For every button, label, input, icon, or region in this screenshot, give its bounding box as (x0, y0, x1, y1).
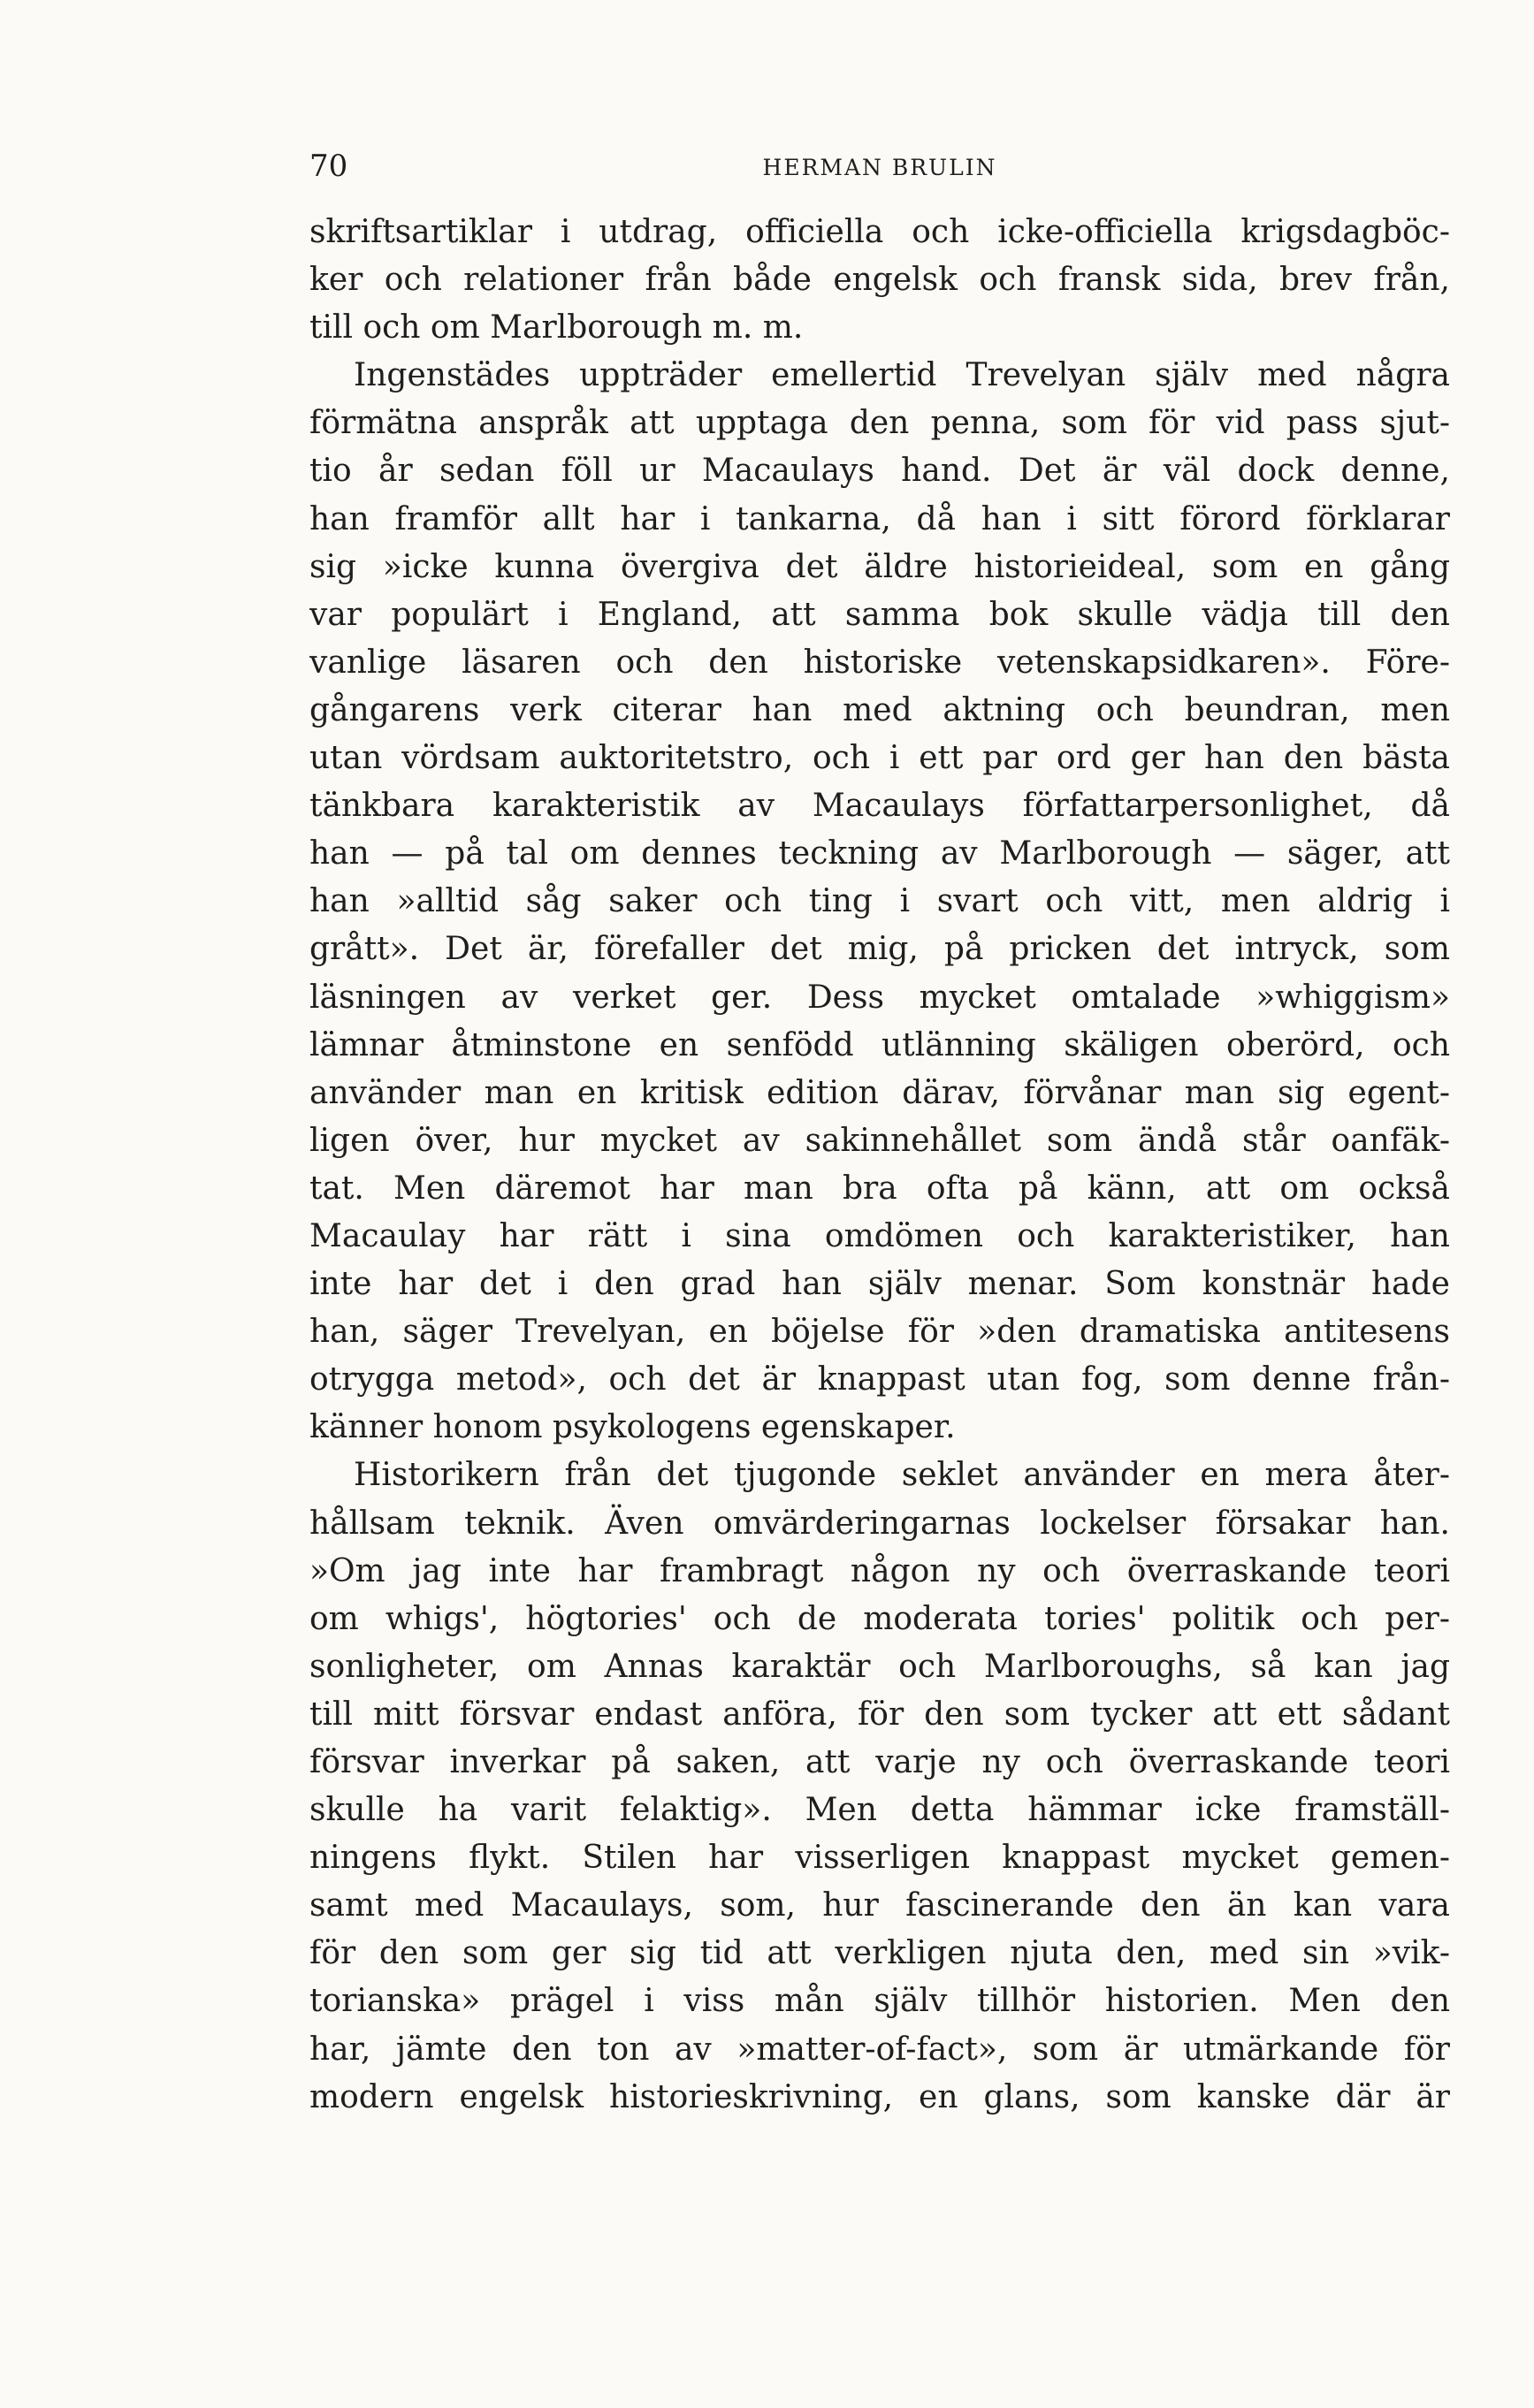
text-line: samt med Macaulays, som, hur fascinerande den än kan vara (309, 1887, 1450, 1924)
text-line: Ingenstädes uppträder emellertid Trevelyan själv med några (354, 357, 1450, 394)
text-line: ligen över, hur mycket av sakinnehållet som ändå står oanfäk- (309, 1122, 1450, 1159)
page-header (309, 149, 1450, 184)
text-line: ker och relationer från både engelsk och fransk sida, brev från, (309, 262, 1450, 299)
text-line: för den som ger sig tid att verkligen njuta den, med sin »vik- (309, 1935, 1450, 1972)
body-text (309, 209, 1450, 2122)
text-line: sonligheter, om Annas karaktär och Marlboroughs, så kan jag (309, 1648, 1450, 1685)
text-line: tänkbara karakteristik av Macaulays författarpersonlighet, då (309, 788, 1450, 825)
text-line: ningens flykt. Stilen har visserligen knappast mycket gemen- (309, 1840, 1450, 1877)
text-line: lämnar åtminstone en senfödd utlänning skäligen oberörd, och (309, 1026, 1450, 1063)
text-line: tat. Men däremot har man bra ofta på känn, att om också (309, 1170, 1450, 1207)
text-line: om whigs', högtories' och de moderata tories' politik och per- (309, 1600, 1450, 1637)
text-line: använder man en kritisk edition därav, förvånar man sig egent- (309, 1074, 1450, 1111)
text-line: hållsam teknik. Även omvärderingarnas lockelser försakar han. (309, 1505, 1450, 1542)
text-line: modern engelsk historieskrivning, en glans, som kanske där är (309, 2078, 1450, 2115)
text-line: sig »icke kunna övergiva det äldre historieideal, som en gång (309, 548, 1450, 585)
text-line: gångarens verk citerar han med aktning och beundran, men (309, 691, 1450, 728)
text-line: skriftsartiklar i utdrag, officiella och icke-officiella krigsdagböc- (309, 214, 1450, 250)
text-line: han framför allt har i tankarna, då han i sitt förord förklarar (309, 500, 1450, 537)
text-line: var populärt i England, att samma bok skulle vädja till den (309, 596, 1450, 633)
text-line: har, jämte den ton av »matter-of-fact», som är utmärkande för (309, 2031, 1450, 2068)
text-line: utan vördsam auktoritetstro, och i ett par ord ger han den bästa (309, 740, 1450, 777)
text-line: »Om jag inte har frambragt någon ny och överraskande teori (309, 1552, 1450, 1589)
text-line: han — på tal om dennes teckning av Marlborough — säger, att (309, 835, 1450, 873)
page-number: 70 (309, 149, 348, 184)
text-line: han »alltid såg saker och ting i svart och vitt, men aldrig i (309, 883, 1450, 920)
text-line: till mitt försvar endast anföra, för den som tycker att ett sådant (309, 1696, 1450, 1733)
text-line: till och om Marlborough m. m. (309, 309, 804, 347)
text-line: förmätna anspråk att upptaga den penna, som för vid pass sjut- (309, 405, 1450, 442)
text-line: skulle ha varit felaktig». Men detta hämmar icke framställ- (309, 1792, 1450, 1829)
running-title: HERMAN BRULIN (762, 155, 997, 180)
text-line: otrygga metod», och det är knappast utan fog, som denne från- (309, 1361, 1450, 1398)
text-line: vanlige läsaren och den historiske vetenskapsidkaren». Före- (309, 644, 1450, 681)
text-line: Macaulay har rätt i sina omdömen och karakteristiker, han (309, 1217, 1450, 1254)
text-line: tio år sedan föll ur Macaulays hand. Det är väl dock denne, (309, 453, 1450, 490)
text-line: läsningen av verket ger. Dess mycket omtalade »whiggism» (309, 979, 1450, 1016)
text-line: inte har det i den grad han själv menar. Som konstnär hade (309, 1266, 1450, 1303)
text-line: Historikern från det tjugonde seklet använder en mera åter- (354, 1457, 1450, 1494)
text-line: grått». Det är, förefaller det mig, på pricken det intryck, som (309, 931, 1450, 968)
text-line: försvar inverkar på saken, att varje ny och överraskande teori (309, 1744, 1450, 1780)
text-line: torianska» prägel i viss mån själv tillhör historien. Men den (309, 1983, 1450, 2020)
text-line: han, säger Trevelyan, en böjelse för »den dramatiska antitesens (309, 1314, 1450, 1351)
text-line: känner honom psykologens egenskaper. (309, 1409, 956, 1446)
